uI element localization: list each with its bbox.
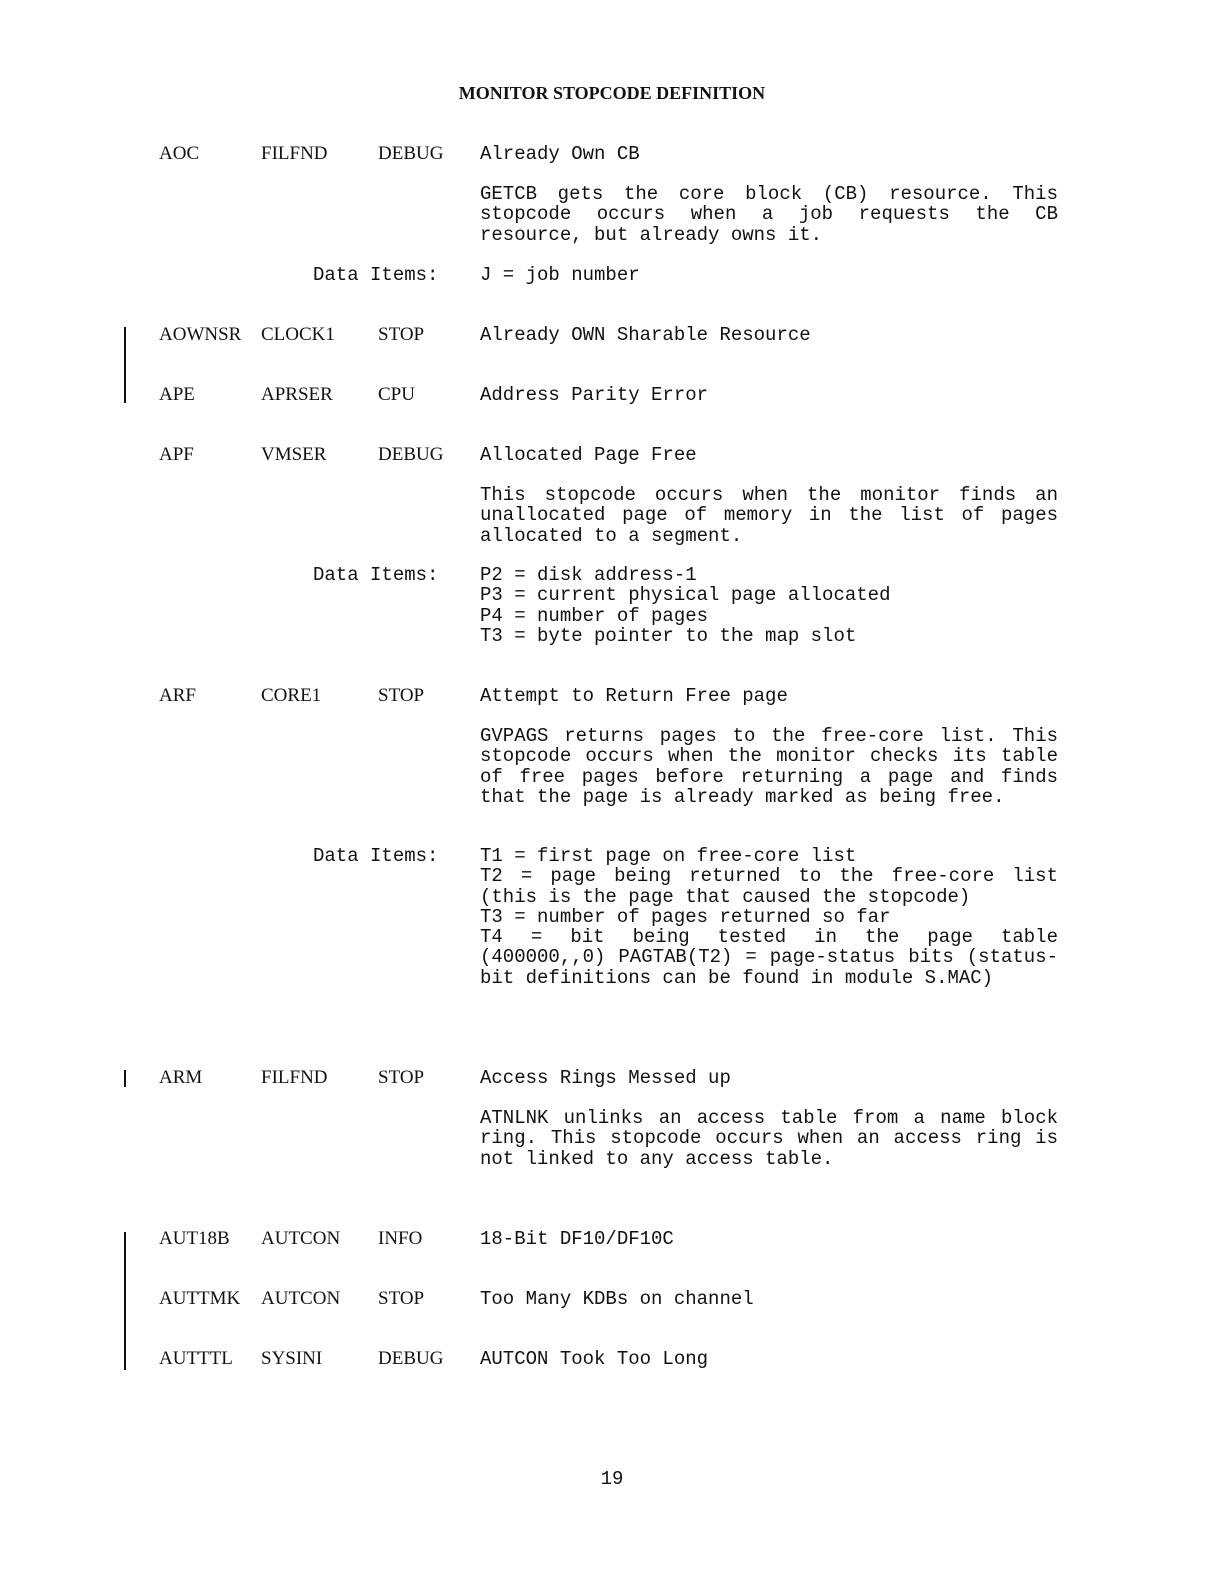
stopcode-type: INFO (378, 1228, 423, 1249)
stopcode-title: Address Parity Error (480, 384, 709, 406)
stopcode-module: FILFND (261, 1067, 328, 1088)
data-items-list (480, 265, 1058, 285)
data-items-label: Data Items: (313, 564, 439, 586)
stopcode-module: FILFND (261, 143, 328, 164)
stopcode-type: CPU (378, 384, 415, 405)
stopcode-type: STOP (378, 324, 425, 345)
stopcode-name: AUTTTL (159, 1348, 233, 1369)
data-item: T4 = bit being tested in the page table (400000,,0) PAGTAB(T2) = page-status bits (status-bit definitions can be found in module S.MAC) (480, 926, 1058, 989)
stopcode-title: Too Many KDBs on channel (480, 1288, 754, 1310)
stopcode-description: GETCB gets the core block (CB) resource. This stopcode occurs when a job requests the CB resource, but already owns it. (480, 183, 1058, 246)
stopcode-type: STOP (378, 1067, 425, 1088)
stopcode-name: AOC (159, 143, 200, 164)
stopcode-module: APRSER (261, 384, 333, 405)
data-items-label: Data Items: (313, 264, 439, 286)
change-bar (124, 1232, 126, 1370)
stopcode-title: AUTCON Took Too Long (480, 1348, 709, 1370)
change-bar (124, 1070, 126, 1087)
stopcode-name: APE (159, 384, 195, 405)
page-title: MONITOR STOPCODE DEFINITION (458, 83, 766, 103)
page-number: 19 (600, 1468, 624, 1490)
stopcode-title: 18-Bit DF10/DF10C (480, 1228, 674, 1250)
data-items-list (480, 565, 1058, 646)
stopcode-name: AUTTMK (159, 1288, 241, 1309)
data-item: J = job number (480, 264, 640, 286)
stopcode-name: AOWNSR (159, 324, 242, 345)
data-item: T2 = page being returned to the free-core list (this is the page that caused the stopcode) (480, 865, 1058, 908)
stopcode-module: SYSINI (261, 1348, 323, 1369)
stopcode-name: ARM (159, 1067, 203, 1088)
stopcode-title: Access Rings Messed up (480, 1067, 731, 1089)
stopcode-title: Attempt to Return Free page (480, 685, 788, 707)
stopcode-type: DEBUG (378, 1348, 444, 1369)
stopcode-module: VMSER (261, 444, 327, 465)
stopcode-description: ATNLNK unlinks an access table from a name block ring. This stopcode occurs when an access ring is not linked to any access table. (480, 1107, 1058, 1170)
change-bar (124, 327, 126, 403)
stopcode-name: AUT18B (159, 1228, 230, 1249)
stopcode-type: STOP (378, 1288, 425, 1309)
stopcode-type: DEBUG (378, 444, 444, 465)
data-items-label: Data Items: (313, 845, 439, 867)
stopcode-name: ARF (159, 685, 196, 706)
stopcode-title: Already OWN Sharable Resource (480, 324, 811, 346)
data-items-list (480, 846, 1058, 988)
stopcode-type: DEBUG (378, 143, 444, 164)
data-item: T3 = byte pointer to the map slot (480, 624, 857, 647)
stopcode-description: This stopcode occurs when the monitor finds an unallocated page of memory in the list of pages allocated to a segment. (480, 484, 1058, 547)
stopcode-description: GVPAGS returns pages to the free-core list. This stopcode occurs when the monitor checks its table of free pages before returning a page and finds that the page is already marked as being free. (480, 725, 1058, 808)
data-item: T3 = number of pages returned so far (480, 905, 891, 928)
stopcode-module: AUTCON (261, 1228, 341, 1249)
stopcode-type: STOP (378, 685, 425, 706)
stopcode-title: Already Own CB (480, 143, 640, 165)
data-item: P2 = disk address-1 (480, 564, 697, 586)
data-item: P3 = current physical page allocated (480, 584, 891, 607)
stopcode-module: CORE1 (261, 685, 322, 706)
stopcode-module: CLOCK1 (261, 324, 335, 345)
stopcode-title: Allocated Page Free (480, 444, 697, 466)
data-item: P4 = number of pages (480, 604, 709, 627)
stopcode-name: APF (159, 444, 194, 465)
stopcode-module: AUTCON (261, 1288, 341, 1309)
data-item: T1 = first page on free-core list (480, 845, 857, 867)
